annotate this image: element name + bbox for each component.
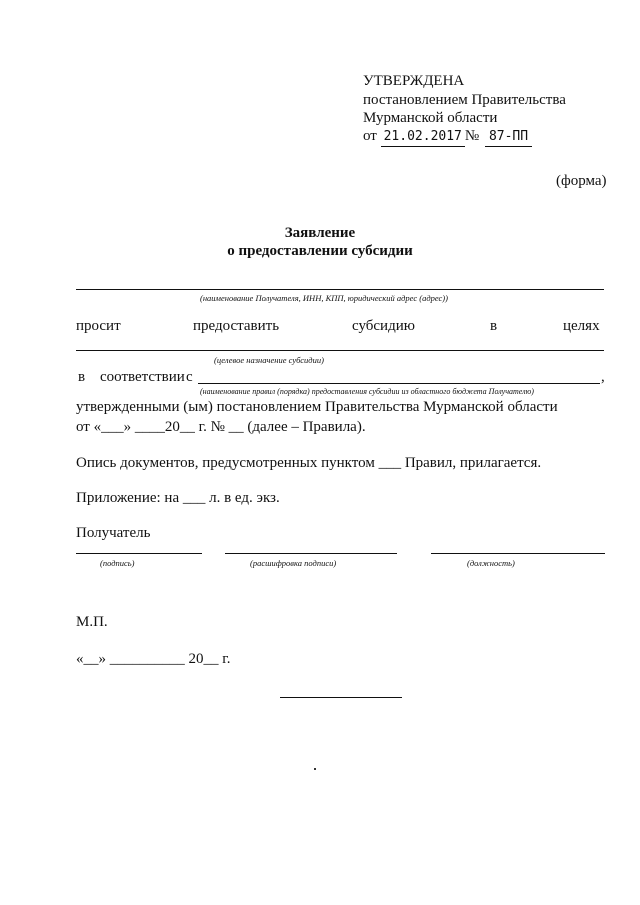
- accordance-comma: ,: [601, 369, 605, 385]
- scan-dot: [314, 768, 316, 770]
- signature-decoding-caption: (расшифровка подписи): [250, 558, 337, 568]
- rules-date-line: от «___» ____20__ г. № __ (далее – Правила).: [76, 419, 366, 435]
- approval-date-line: [363, 127, 532, 147]
- attachment-line: Приложение: на ___ л. в ед. экз.: [76, 490, 280, 506]
- signature-caption: (подпись): [100, 558, 135, 568]
- approval-line-2: Мурманской области: [363, 110, 498, 126]
- approval-date-value: 21.02.2017: [381, 128, 465, 147]
- accordance-word-1: в: [78, 369, 86, 385]
- approval-number-value: 87-ПП: [485, 128, 532, 147]
- approval-number-sign: №: [464, 128, 480, 144]
- rules-field-line: [198, 383, 600, 384]
- purpose-field-line: [76, 350, 604, 351]
- approval-title: УТВЕРЖДЕНА: [363, 73, 465, 89]
- request-word-3: субсидию: [352, 318, 415, 334]
- position-line: [431, 553, 605, 554]
- request-word-5: целях: [563, 318, 600, 334]
- inventory-line: Опись документов, предусмотренных пунктом ___ Правил, прилагается.: [76, 455, 542, 471]
- closing-separator: [280, 697, 402, 698]
- approval-date-prefix: от: [363, 128, 377, 144]
- document-subtitle: о предоставлении субсидии: [227, 243, 413, 259]
- seal-label: М.П.: [76, 614, 108, 630]
- signature-line: [76, 553, 202, 554]
- rules-caption: (наименование правил (порядка) предоставления субсидии из областного бюджета Получателю): [200, 387, 534, 396]
- request-word-2: предоставить: [193, 318, 280, 334]
- recipient-caption: (наименование Получателя, ИНН, КПП, юридический адрес (адрес)): [200, 293, 448, 303]
- request-word-1: просит: [76, 318, 121, 334]
- recipient-label: Получатель: [76, 525, 151, 541]
- document-title: Заявление: [284, 225, 356, 241]
- approval-line-1: постановлением Правительства: [363, 92, 566, 108]
- signature-decoding-line: [225, 553, 397, 554]
- purpose-caption: (целевое назначение субсидии): [214, 355, 324, 365]
- approved-line: утвержденными (ым) постановлением Правительства Мурманской области: [76, 399, 558, 415]
- accordance-word-3: с: [186, 369, 193, 385]
- accordance-word-2: соответствии: [100, 369, 185, 385]
- form-label: (форма): [556, 173, 607, 189]
- request-word-4: в: [490, 318, 498, 334]
- recipient-field-line: [76, 289, 604, 290]
- final-date-line: «__» __________ 20__ г.: [76, 651, 231, 667]
- position-caption: (должность): [467, 558, 515, 568]
